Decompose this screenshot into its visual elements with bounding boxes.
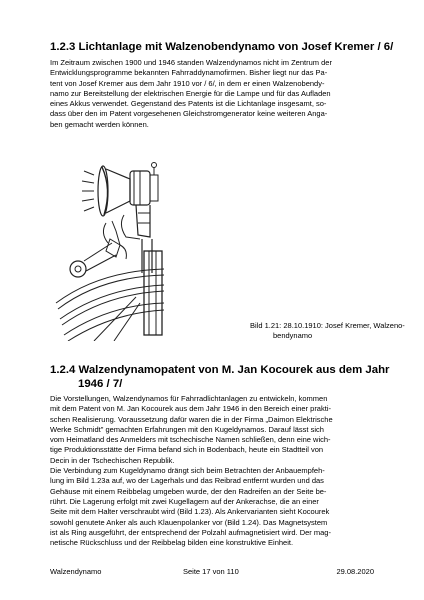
text-line: lung im Bild 1.23a auf, wo der Lagerhals und das Reibrad entfernt wurden und das: [50, 476, 324, 486]
text-line: vom Heimatland des Anmelders mit tschechische Namen schließen, denn eine wich-: [50, 435, 331, 445]
footer-page-number: Seite 17 von 110: [183, 567, 239, 576]
section-heading-1-2-4-cont: 1946 / 7/: [78, 378, 123, 390]
text-line: rührt. Die Lagerung erfolgt mit zwei Kugellagern auf der Ankerachse, die an einer: [50, 496, 319, 506]
paragraph-kremer: [50, 58, 382, 130]
text-line: sowohl genutete Anker als auch Klauenpolanker vor (Bild 1.24). Das Magnetsystem: [50, 517, 328, 527]
text-line: mit dem Patent von M. Jan Kocourek aus dem Jahr 1946 in den Bereich einer prakti-: [50, 404, 331, 414]
text-line: Seite mit dem Halter verschraubt wird (Bild 1.23). Als Ankervarianten sieht Kocourek: [50, 507, 330, 517]
footer-left: Walzendynamo: [50, 567, 102, 576]
text-line: netische Rückschluss und der Reibbelag bilden eine konstruktive Einheit.: [50, 538, 294, 548]
text-line: eines Akkus verwendet. Gegenstand des Patents ist die Lichtanlage insgesamt, so-: [50, 99, 327, 109]
text-line: ben gemacht werden können.: [50, 119, 149, 129]
text-line: Werke Schmidt" gemachten Erfahrungen mit den Kugeldynamos. Darauf lässt sich: [50, 424, 324, 434]
kremer-dynamo-patent-drawing: [54, 153, 192, 341]
text-line: dass über den im Patent vorgesehenen Gleichstromgenerator keine weiteren Anga-: [50, 109, 328, 119]
text-line: Decin in der Tschechischen Republik.: [50, 455, 175, 465]
text-line: tent von Josef Kremer aus dem Jahr 1910 vor / 6/, in dem er einen Walzenobendy-: [50, 78, 325, 88]
text-line: tige Produktionsstätte der Firma befand sich in Bodenbach, heute ein Stadtteil von: [50, 445, 324, 455]
text-line: Die Vorstellungen, Walzendynamos für Fahrradlichtanlagen zu entwickeln, kommen: [50, 394, 328, 403]
figure-caption: [250, 321, 405, 342]
text-line: ist als Ring ausgeführt, der entsprechend der Polzahl aufmagnetisiert wird. Der mag-: [50, 527, 331, 537]
footer-date: 29.08.2020: [336, 567, 374, 576]
paragraph-kocourek: [50, 394, 382, 548]
text-line: Gehäuse mit einem Reibbelag umgeben wurde, der den Radreifen an der Seite be-: [50, 486, 327, 496]
caption-line: bendynamo: [273, 331, 313, 341]
text-line: Die Verbindung zum Kugeldynamo drängt sich beim Betrachten der Anbauempfeh-: [50, 466, 325, 476]
text-line: namo zur Bereitstellung der elektrischen Energie für die Lampe und für das Aufladen: [50, 88, 331, 98]
section-heading-1-2-4: 1.2.4 Walzendynamopatent von M. Jan Kocourek aus dem Jahr: [50, 364, 390, 376]
caption-line: Bild 1.21: 28.10.1910: Josef Kremer, Walzeno-: [250, 321, 405, 330]
text-line: schen Realisierung. Voraussetzung dafür waren die in der Firma „Daimon Elektrische: [50, 414, 333, 424]
text-line: Entwicklungsprogramme bekannten Fahrraddynamofirmen. Bisher liegt nur das Pa-: [50, 68, 328, 78]
section-heading-1-2-3: 1.2.3 Lichtanlage mit Walzenobendynamo von Josef Kremer / 6/: [50, 41, 394, 53]
text-line: Im Zeitraum zwischen 1900 und 1946 standen Walzendynamos nicht im Zentrum der: [50, 58, 332, 67]
